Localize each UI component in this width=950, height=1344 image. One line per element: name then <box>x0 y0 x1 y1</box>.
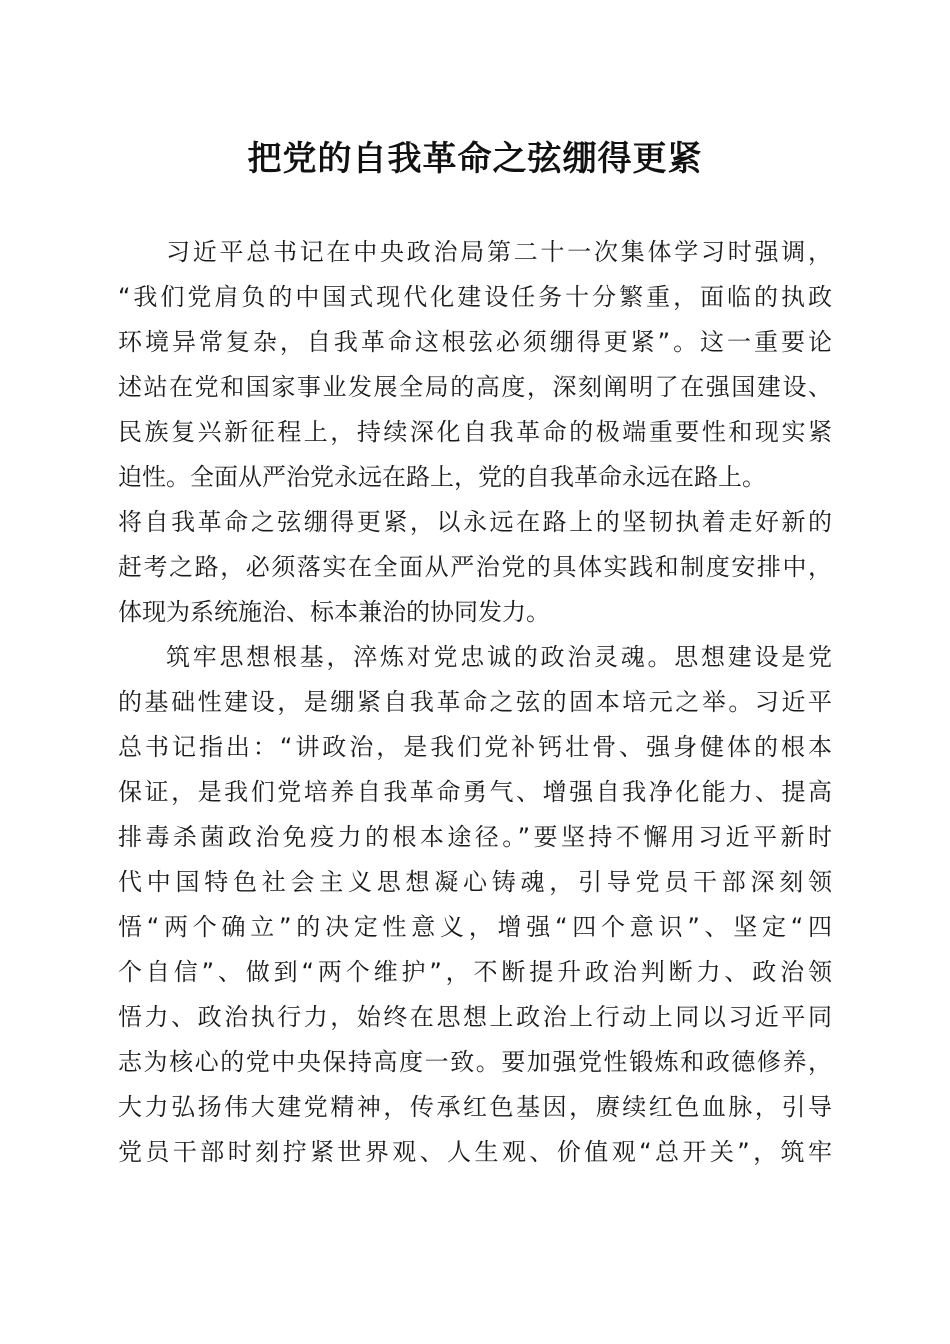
paragraph-2-line-8: 个自信”、做到“两个维护”，不断提升政治判断力、政治领 <box>118 958 832 986</box>
paragraph-1-line-4: 述站在党和国家事业发展全局的高度，深刻阐明了在强国建设、 <box>118 373 832 401</box>
paragraph-2-line-6: 代中国特色社会主义思想凝心铸魂，引导党员干部深刻领 <box>118 868 832 896</box>
paragraph-1-line-2: “我们党肩负的中国式现代化建设任务十分繁重，面临的执政 <box>118 283 832 311</box>
document-title: 把党的自我革命之弦绷得更紧 <box>247 139 703 179</box>
paragraph-2-line-10: 志为核心的党中央保持高度一致。要加强党性锻炼和政德修养， <box>118 1048 832 1076</box>
paragraph-2-line-1: 筑牢思想根基，淬炼对党忠诚的政治灵魂。思想建设是党 <box>166 643 832 671</box>
paragraph-1-line-9: 体现为系统施治、标本兼治的协同发力。 <box>118 598 550 626</box>
paragraph-2-line-9: 悟力、政治执行力，始终在思想上政治上行动上同以习近平同 <box>118 1003 832 1031</box>
paragraph-1-line-1: 习近平总书记在中央政治局第二十一次集体学习时强调， <box>166 238 832 266</box>
paragraph-1-line-5: 民族复兴新征程上，持续深化自我革命的极端重要性和现实紧 <box>118 418 832 446</box>
document-body <box>118 230 832 1175</box>
paragraph-1-line-7: 将自我革命之弦绷得更紧，以永远在路上的坚韧执着走好新的 <box>118 508 832 536</box>
paragraph-1-line-6: 迫性。全面从严治党永远在路上，党的自我革命永远在路上。 <box>118 463 766 491</box>
paragraph-1-line-3: 环境异常复杂，自我革命这根弦必须绷得更紧”。这一重要论 <box>118 328 832 356</box>
paragraph-2-line-11: 大力弘扬伟大建党精神，传承红色基因，赓续红色血脉，引导 <box>118 1093 832 1121</box>
paragraph-2-line-5: 排毒杀菌政治免疫力的根本途径。”要坚持不懈用习近平新时 <box>118 823 832 851</box>
paragraph-2-line-4: 保证，是我们党培养自我革命勇气、增强自我净化能力、提高 <box>118 778 832 806</box>
paragraph-2-line-12: 党员干部时刻拧紧世界观、人生观、价值观“总开关”，筑牢 <box>118 1138 832 1166</box>
paragraph-2-line-2: 的基础性建设，是绷紧自我革命之弦的固本培元之举。习近平 <box>118 688 832 716</box>
paragraph-2-line-7: 悟“两个确立”的决定性意义，增强“四个意识”、坚定“四 <box>118 913 832 941</box>
paragraph-1-line-8: 赶考之路，必须落实在全面从严治党的具体实践和制度安排中， <box>118 553 832 581</box>
paragraph-2-line-3: 总书记指出：“讲政治，是我们党补钙壮骨、强身健体的根本 <box>118 733 832 761</box>
